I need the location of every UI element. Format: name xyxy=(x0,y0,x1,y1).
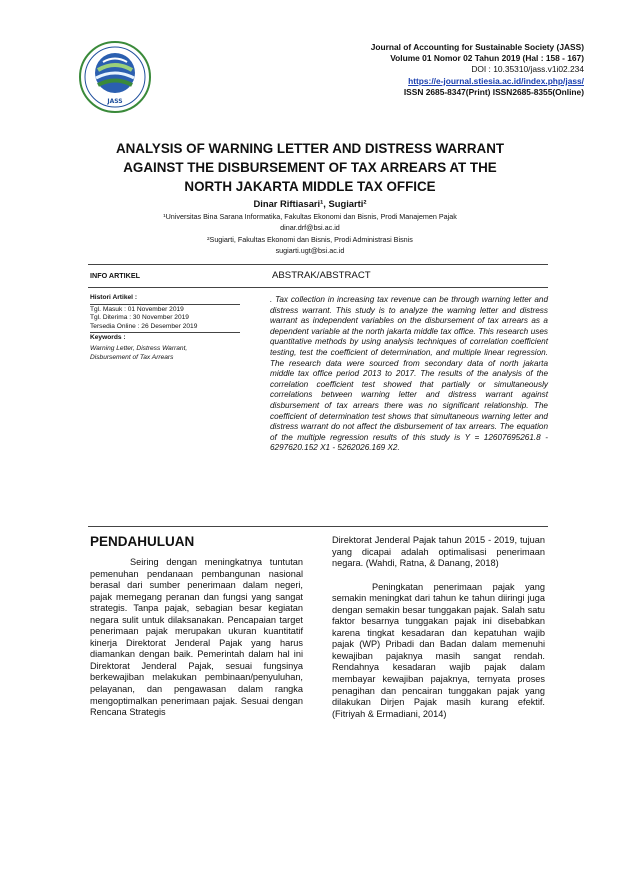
doi: DOI : 10.35310/jass.v1i02.234 xyxy=(471,64,584,75)
issn: ISSN 2685-8347(Print) ISSN2685-8355(Online) xyxy=(403,86,584,97)
journal-name: Journal of Accounting for Sustainable Society (JASS) xyxy=(370,42,584,52)
column-right xyxy=(332,535,545,720)
column-left xyxy=(90,557,303,719)
paragraph: Direktorat Jenderal Pajak tahun 2015 - 2019, tujuan yang dicapai adalah optimalisasi penerimaan negara. (Wahdi, Ratna, & Danang, 2018) xyxy=(332,535,545,569)
journal-url-link[interactable]: https://e-journal.stiesia.ac.id/index.php/jass/ xyxy=(408,75,584,86)
jass-globe-logo-icon xyxy=(78,40,152,114)
keywords-2: Disbursement of Tax Arrears xyxy=(90,353,174,361)
date-accepted: Tgl. Diterima : 30 November 2019 xyxy=(90,314,189,322)
paper-title xyxy=(60,139,560,196)
paragraph: Peningkatan penerimaan pajak yang semakin meningkat dari tahun ke tahun diiringi juga dengan semakin besar tunggakan pajak. Salah satu faktor besarnya tunggakan pajak ini disebabkan karena tingkat kesadaran dan kepatuhan wajib pajak (WP) Pribadi dan Badan dalam memenuhi kewajiban pajaknya masih sangat rendah. Rendahnya kesadaran wajib pajak dalam membayar kewajiban pajaknya, ternyata proses penagihan dan pencairan tunggakan pajak yang dilakukan Dirjen Pajak masih kurang efektif. (Fitriyah & Ermadiani, 2014) xyxy=(332,581,545,719)
email-1: dinar.drf@bsi.ac.id xyxy=(280,223,340,232)
abstract-text: . Tax collection in increasing tax revenue can be through warning letter and distress warrant. This study is to analyze the warning letter and distress warrant as independent variables on the disbursement of tax arrears as a dependent variable at the north jakarta middle tax office. This research uses quantitative methods by using analysis techniques of correlation coefficient testing, test the coefficient of determination, and multiple linear regression. The research data were sourced from secondary data of north jakarta middle tax office period 2013 to 2017. The results of the analysis of the correlation coefficient test showed that partially or simultaneously correlations between warning letter and distress warrant against disbursement of tax arrears there was no significant relationship. The coefficient of determination test shows that simultaneous warning letter and distress warrant do not affect the disbursement of tax arrears. The equation of the multiple regression results of this study is Y = 12607695261.8 - 6297620.152 X1 - 5262026.169 X2. xyxy=(270,295,548,453)
affiliation-2: ²Sugiarti, Fakultas Ekonomi dan Bisnis, Prodi Administrasi Bisnis xyxy=(207,235,413,244)
title-line-3: NORTH JAKARTA MIDDLE TAX OFFICE xyxy=(184,179,436,194)
article-info xyxy=(90,294,240,362)
info-divider xyxy=(90,304,240,305)
title-line-1: ANALYSIS OF WARNING LETTER AND DISTRESS WARRANT xyxy=(115,141,505,156)
keywords-label: Keywords : xyxy=(90,334,126,342)
section-heading: PENDAHULUAN xyxy=(90,534,195,549)
journal-header xyxy=(254,42,584,98)
info-divider xyxy=(90,332,240,333)
volume-info: Volume 01 Nomor 02 Tahun 2019 (Hal : 158 - 167) xyxy=(390,53,584,64)
title-line-2: AGAINST THE DISBURSEMENT OF TAX ARREARS AT THE xyxy=(123,160,497,175)
abstract-label: ABSTRAK/ABSTRACT xyxy=(272,270,371,281)
info-artikel-label: INFO ARTIKEL xyxy=(90,271,141,280)
divider-bottom xyxy=(88,526,548,527)
divider-mid xyxy=(88,287,548,288)
keywords-1: Warning Letter, Distress Warrant, xyxy=(90,344,188,352)
divider-top xyxy=(88,264,548,265)
authors: Dinar Riftiasari¹, Sugiarti² xyxy=(253,198,367,209)
date-online: Tersedia Online : 26 Desember 2019 xyxy=(90,322,198,330)
paragraph: Seiring dengan meningkatnya tuntutan pemenuhan pendanaan pembangunan nasional berasal dari sumber penerimaan dalam negeri, pajak memegang peranan dan fungsi yang sangat strategis. Tanpa pajak, sebagian besar kegiatan negara sulit untuk dilaksanakan. Pencapaian target penerimaan pajak merupakan ukuran kuantitatif kinerja Direktorat Jenderal Pajak yang harus diamankan dengan baik. Pemerintah dalam hal ini Direktorat Jenderal Pajak, sesuai fungsinya berkewajiban melakukan pembinaan/penyuluhan, pelayanan, dan pengawasan dalam rangka mengoptimalkan penerimaan pajak. Sesuai dengan Rencana Strategis xyxy=(90,557,303,718)
email-2: sugiarti.ugt@bsi.ac.id xyxy=(275,246,345,255)
history-label: Histori Artikel : xyxy=(90,294,138,301)
affiliation-1: ¹Universitas Bina Sarana Informatika, Fakultas Ekonomi dan Bisnis, Prodi Manajemen Pajak xyxy=(163,212,457,221)
date-received: Tgl. Masuk : 01 November 2019 xyxy=(90,305,184,313)
svg-text:JASS: JASS xyxy=(107,98,123,105)
